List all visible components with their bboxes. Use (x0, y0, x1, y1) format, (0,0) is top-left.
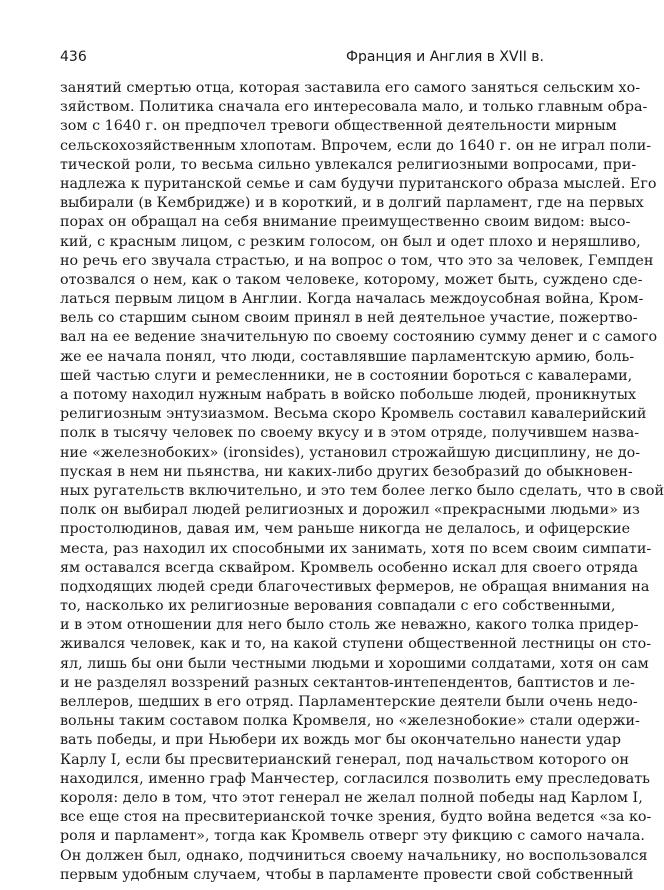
text-line: а потому находил нужным набрать в войско побольше людей, проникнутых (60, 387, 637, 403)
text-line: вать победы, и при Ньюбери их вождь мог бы окончательно нанести удар (60, 732, 621, 749)
text-line: первым удобным случаем, чтобы в парламенте провести свой собственный (60, 866, 634, 883)
text-line: занятий смертью отца, которая заставила его самого заняться сельским хо- (60, 80, 641, 96)
text-line: Карлу I, если бы пресвитерианский генерал, под начальством которого он (60, 751, 630, 768)
text-line: роля и парламент», тогда как Кромвель отверг эту фикцию с самого начала. (60, 828, 645, 845)
page-header (60, 49, 544, 71)
text-line: простолюдинов, давая им, чем раньше никогда не делалось, и офицерские (60, 521, 631, 538)
text-line: надлежа к пуританской семье и сам будучи пуританского образа мыслей. Его (60, 175, 657, 192)
text-line: отозвался о нем, как о таком человеке, которому, может быть, суждено сде- (60, 271, 643, 288)
text-line: живался человек, как и то, на какой ступени общественной лестницы он сто- (60, 636, 652, 653)
text-line: ных ругательств включительно, и это тем более легко было сделать, что в свой (60, 482, 664, 499)
text-line: ние «железнобоких» (ironsides), установил строжайшую дисциплину, не до- (60, 444, 641, 461)
text-line: сельскохозяйственным хлопотам. Впрочем, если до 1640 г. он не играл поли- (60, 137, 652, 154)
text-line: шей частью слуги и ремесленники, не в состоянии бороться с кавалерами, (60, 367, 633, 384)
text-line: короля: дело в том, что этот генерал не желал полной победы над Карлом I, (60, 789, 643, 806)
text-line: религиозным энтузиазмом. Весьма скоро Кромвель составил кавалерийский (60, 406, 647, 423)
text-line: выбирали (в Кембридже) и в короткий, и в долгий парламент, где на первых (60, 195, 644, 212)
text-line: же ее начала понял, что люди, составлявшие парламентскую армию, боль- (60, 348, 635, 365)
text-line: веллеров, шедших в его отряд. Парламентерские деятели были очень недо- (60, 694, 638, 710)
text-line: полк он выбирал людей религиозных и дорожил «прекрасными людьми» из (60, 502, 640, 519)
text-line: находился, именно граф Манчестер, согласился позволить ему преследовать (60, 770, 650, 787)
text-line: все еще стоя на пресвитерианской точке зрения, будто война ведется «за ко- (60, 809, 652, 826)
text-line: вал на ее ведение значительную по своему состоянию сумму денег и с самого (60, 329, 658, 346)
text-line: полк в тысячу человек по своему вкусу и в этом отряде, получившем назва- (60, 425, 640, 442)
text-line: то, насколько их религиозные верования совпадали с его собственными, (60, 598, 616, 615)
text-line: Он должен был, однако, подчиниться своему начальнику, но воспользовался (60, 847, 648, 864)
text-line: порах он обращал на себя внимание преимущественно своим видом: высо- (60, 214, 631, 231)
text-line: места, раз находил их способными их занимать, хотя по всем своим симпати- (60, 540, 652, 557)
text-line: зяйством. Политика сначала его интересовала мало, и только главным обра- (60, 99, 648, 116)
page-number: 436 (60, 49, 87, 65)
text-line: зом с 1640 г. он предпочел тревоги общественной деятельности мирным (60, 118, 617, 135)
text-line: и в этом отношении для него было столь же неважно, какого толка придер- (60, 617, 639, 634)
text-line: вель со старшим сыном своим принял в ней деятельное участие, пожертво- (60, 310, 638, 327)
text-line: и не разделял воззрений разных сектантов-интепендентов, баптистов и ле- (60, 674, 635, 691)
text-line: но речь его звучала страстью, и на вопрос о том, что это за человек, Гемпден (60, 252, 654, 269)
text-line: кий, с красным лицом, с резким голосом, он был и одет плохо и неряшливо, (60, 233, 641, 250)
body-text (60, 79, 664, 885)
text-line: ял, лишь бы они были честными людьми и хорошими солдатами, хотя он сам (60, 655, 649, 672)
text-line: вольны таким составом полка Кромвеля, но «железнобокие» стали одержи- (60, 713, 640, 730)
running-title: Франция и Англия в XVII в. (345, 49, 544, 65)
text-line: латься первым лицом в Англии. Когда началась междоусобная война, Кром- (60, 291, 644, 308)
text-line: ям оставался всегда сквайром. Кромвель особенно искал для своего отряда (60, 559, 639, 576)
text-line: тической роли, то весьма сильно увлекался религиозными вопросами, при- (60, 156, 637, 173)
text-line: подходящих людей среди благочестивых фермеров, не обращая внимания на (60, 578, 650, 595)
text-line: пуская в нем ни пьянства, ни каких-либо других безобразий до обыкновен- (60, 463, 633, 480)
